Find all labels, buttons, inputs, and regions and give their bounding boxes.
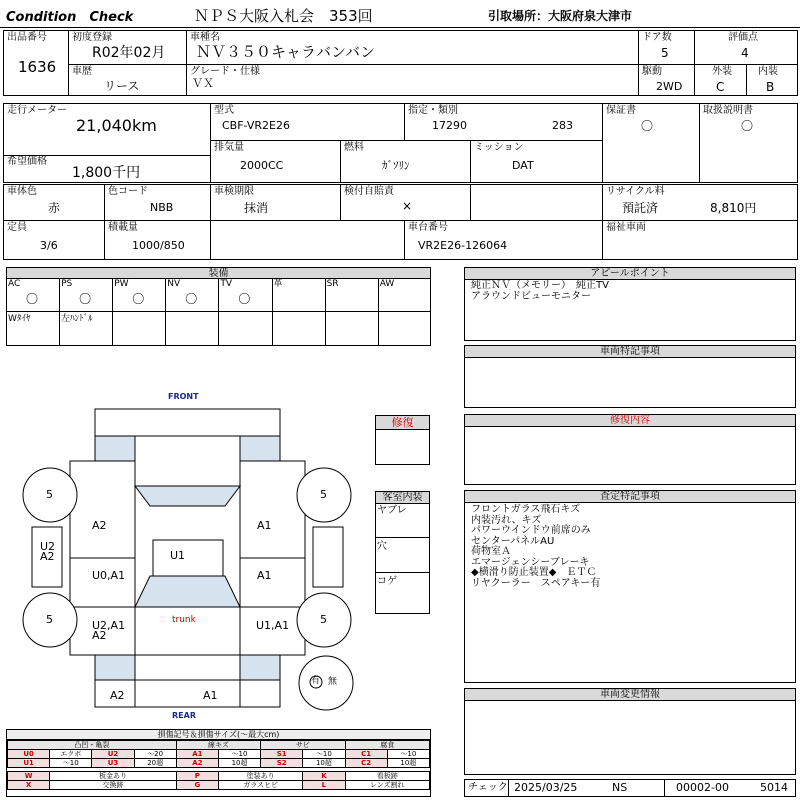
legend-cell: ～10: [303, 750, 345, 759]
legend-title: 損傷記号＆損傷サイズ(～最大cm): [7, 730, 430, 740]
interior-item-tear: ヤブレ: [377, 505, 407, 516]
equipment-header-ps: PS: [61, 279, 73, 289]
repair-content-title: 修復内容: [465, 415, 795, 427]
equipment-header-pw: PW: [114, 279, 129, 289]
mission: DAT: [512, 159, 534, 172]
header-bar: [0, 0, 800, 28]
legend-cell: A2: [176, 759, 218, 768]
load: 1000/850: [132, 239, 185, 252]
legend-cell: P: [176, 772, 218, 781]
check-date: 2025/03/25: [514, 781, 578, 794]
interior-box-label: 客室内装: [376, 492, 429, 504]
first-reg-label: 初度登録: [72, 32, 112, 43]
recycle-status: 預託済: [622, 201, 659, 215]
legend-cell: ガラスヒビ: [218, 781, 302, 790]
mileage-label: 走行メーター: [7, 105, 67, 116]
mark-lf-door: A2: [92, 519, 107, 532]
fuel: ｶﾞｿﾘﾝ: [382, 159, 410, 172]
legend-cell: 塗装あり: [218, 772, 302, 781]
code-2: 5014: [760, 781, 788, 794]
legend-cell: A1: [176, 750, 218, 759]
drive-label: 駆動: [642, 66, 662, 77]
legend-cell: S2: [261, 759, 303, 768]
price: 1,800千円: [72, 165, 141, 181]
legend-cell: エクボ: [50, 750, 92, 759]
legend-cell: ～10: [50, 759, 92, 768]
mark-rear-right: A1: [203, 689, 218, 702]
equipment-header-sr: SR: [326, 279, 339, 289]
appeal-line-1: 純正ＮＶ（メモリー） 純正TV: [471, 280, 609, 291]
legend-cell: 10超: [218, 759, 260, 768]
legend-cell: G: [176, 781, 218, 790]
repair-content-panel: [464, 414, 796, 485]
equipment-header-ac: AC: [8, 279, 21, 289]
interior-item-burn: コゲ: [377, 576, 397, 587]
legend-cell: K: [303, 772, 345, 781]
interior: B: [766, 80, 775, 94]
price-label: 希望価格: [7, 156, 47, 167]
warranty: 〇: [641, 119, 654, 133]
rating: 4: [741, 46, 749, 60]
designation: 17290: [432, 119, 467, 132]
repair-box: [375, 415, 430, 465]
legend-table: [6, 729, 431, 797]
inspector-lines: [465, 503, 795, 591]
category: 283: [552, 119, 573, 132]
inspector-title: 査定特記事項: [465, 491, 795, 503]
tire-rf: 5: [320, 488, 327, 501]
legend-group: 線キズ: [176, 741, 260, 750]
manual: 〇: [741, 119, 754, 133]
color-code-label: 色コード: [108, 186, 148, 197]
legend-cell: U3: [92, 759, 134, 768]
load-label: 積載量: [108, 222, 138, 233]
mark-rf-door: A1: [257, 519, 272, 532]
trunk-label: trunk: [172, 615, 196, 625]
mileage: 21,040km: [76, 116, 157, 135]
history-label: 車歴: [72, 66, 92, 77]
car-diagram: [0, 380, 372, 725]
lot-number: 1636: [18, 58, 57, 76]
rating-label: 評価点: [728, 32, 758, 43]
inspection-label: 車検期限: [214, 186, 254, 197]
inspector-line: フロントガラス飛石キズ: [471, 504, 581, 515]
first-reg: R02年02月: [92, 45, 166, 61]
manual-label: 取扱説明書: [703, 105, 753, 116]
interior-label: 内装: [758, 66, 778, 77]
code-1: 00002-00: [676, 781, 729, 794]
fuel-label: 燃料: [344, 142, 364, 153]
legend-cell: W: [8, 772, 50, 781]
mark-left-side-2: A2: [40, 550, 55, 563]
drive: 2WD: [656, 80, 683, 93]
doors-label: ドア数: [642, 32, 672, 43]
doors: 5: [661, 46, 669, 60]
color-label: 車体色: [7, 186, 37, 197]
mark-rear-left: A2: [110, 689, 125, 702]
repair-label: 修復: [376, 416, 429, 430]
equipment-header-tv: TV: [220, 279, 233, 289]
legend-cell: L: [303, 781, 345, 790]
legend-cell: 交換跡: [50, 781, 177, 790]
capacity-label: 定員: [7, 222, 27, 233]
legend-cell: ～20: [134, 750, 176, 759]
type-label: 型式: [214, 105, 234, 116]
legend-group: 腐食: [345, 741, 430, 750]
check-initials: NS: [612, 781, 628, 794]
color: 赤: [48, 201, 61, 215]
legend-cell: ～10: [387, 750, 429, 759]
header-title: Condition Check: [6, 10, 134, 25]
inspector-line: センターパネルAU: [471, 535, 555, 547]
check-label: チェック: [468, 782, 508, 793]
legend-cell: 板金あり: [50, 772, 177, 781]
model-name: ＮＶ３５０キャラバンバン: [196, 43, 375, 61]
grade-label: グレード・仕様: [190, 66, 260, 77]
equipment-mark: 〇: [79, 292, 92, 306]
legend-cell: C1: [345, 750, 387, 759]
equipment-mark: 〇: [26, 292, 39, 306]
mark-l-rear-1: U2,A1: [92, 619, 126, 632]
self-ins: ×: [402, 199, 413, 213]
equipment-extra: Wﾀｲﾔ: [8, 314, 31, 324]
recycle-fee: 8,810円: [710, 201, 757, 215]
displacement-label: 排気量: [214, 142, 244, 153]
tire-lf: 5: [46, 488, 53, 501]
warranty-label: 保証書: [606, 105, 636, 116]
mark-roof: U1: [170, 549, 186, 562]
equipment-mark: 〇: [238, 292, 251, 306]
appeal-title: アピールポイント: [465, 268, 795, 280]
legend-cell: 20超: [134, 759, 176, 768]
legend-cell: 看板跡: [345, 772, 430, 781]
equipment-header-nv: NV: [167, 279, 181, 289]
mark-r-rear: U1,A1: [256, 619, 290, 632]
tire-lr: 5: [46, 613, 53, 626]
legend-cell: U2: [92, 750, 134, 759]
inspector-panel: [464, 490, 796, 683]
lot-label: 出品番号: [7, 32, 47, 43]
equipment-title: 装備: [7, 268, 430, 279]
chassis: VR2E26-126064: [418, 239, 508, 252]
self-ins-label: 検付自賠責: [344, 186, 394, 197]
recycle-label: リサイクル料: [606, 186, 665, 197]
special-panel: [464, 345, 796, 408]
color-code: NBB: [150, 201, 174, 214]
legend-cell: S1: [261, 750, 303, 759]
change-panel: [464, 688, 796, 775]
designation-label: 指定・類別: [408, 105, 458, 116]
exterior: C: [716, 80, 725, 94]
rear-label: REAR: [172, 711, 196, 720]
model-name-label: 車種名: [190, 32, 220, 43]
inspector-line: ◆横滑り防止装置◆ ＥＴＣ: [471, 567, 597, 578]
equipment-mark: 〇: [185, 292, 198, 306]
chassis-label: 車台番号: [408, 222, 448, 233]
tire-rr: 5: [320, 613, 327, 626]
appeal-panel: [464, 267, 796, 341]
appeal-line-2: アラウンドビューモニター: [471, 291, 591, 302]
equipment-header-aw: AW: [379, 279, 395, 289]
grade: ＶＸ: [192, 77, 214, 90]
mark-lr-door: U0,A1: [92, 569, 126, 582]
legend-cell: レンズ割れ: [345, 781, 430, 790]
history: リース: [104, 79, 140, 93]
legend-cell: ～10: [218, 750, 260, 759]
special-title: 車両特記事項: [465, 346, 795, 358]
legend-cell: 10超: [387, 759, 429, 768]
welfare-label: 福祉車両: [606, 222, 646, 233]
inspector-line: エマージェンシーブレーキ: [471, 556, 590, 568]
legend-grid: [7, 740, 430, 790]
mission-label: ミッション: [474, 142, 524, 153]
spare-yes: 有: [311, 676, 321, 686]
displacement: 2000CC: [240, 159, 284, 172]
equipment-header-革: 革: [273, 279, 283, 289]
legend-cell: U1: [8, 759, 50, 768]
legend-cell: U0: [8, 750, 50, 759]
pickup-location: 引取場所：大阪府泉大津市: [488, 9, 633, 23]
interior-item-hole: 穴: [377, 541, 387, 552]
auction-name: ＮＰＳ大阪入札会 353回: [194, 7, 373, 25]
mark-rr-door: A1: [257, 569, 272, 582]
equipment-mark: 〇: [132, 292, 145, 306]
inspector-line: パワーウインドウ前席のみ: [471, 525, 591, 536]
change-title: 車両変更情報: [465, 689, 795, 701]
legend-group: 凸凹・亀裂: [8, 741, 177, 750]
spare-none: 無: [328, 677, 338, 687]
mark-l-rear-2: A2: [92, 629, 107, 642]
type: CBF-VR2E26: [222, 119, 290, 132]
legend-cell: 10超: [303, 759, 345, 768]
legend-cell: C2: [345, 759, 387, 768]
legend-group: サビ: [261, 741, 345, 750]
equipment-extra: 左ﾊﾝﾄﾞﾙ: [61, 314, 93, 324]
legend-cell: X: [8, 781, 50, 790]
inspector-line: 荷物室Ａ: [471, 546, 511, 557]
front-label: FRONT: [168, 392, 199, 401]
exterior-label: 外装: [712, 66, 732, 77]
capacity: 3/6: [40, 239, 58, 252]
inspector-line: リヤクーラー スペアキー有: [471, 577, 601, 589]
mark-left-side-1: U2: [40, 540, 56, 553]
inspection: 抹消: [244, 201, 269, 215]
inspector-line: 内装汚れ、キズ: [471, 514, 542, 526]
